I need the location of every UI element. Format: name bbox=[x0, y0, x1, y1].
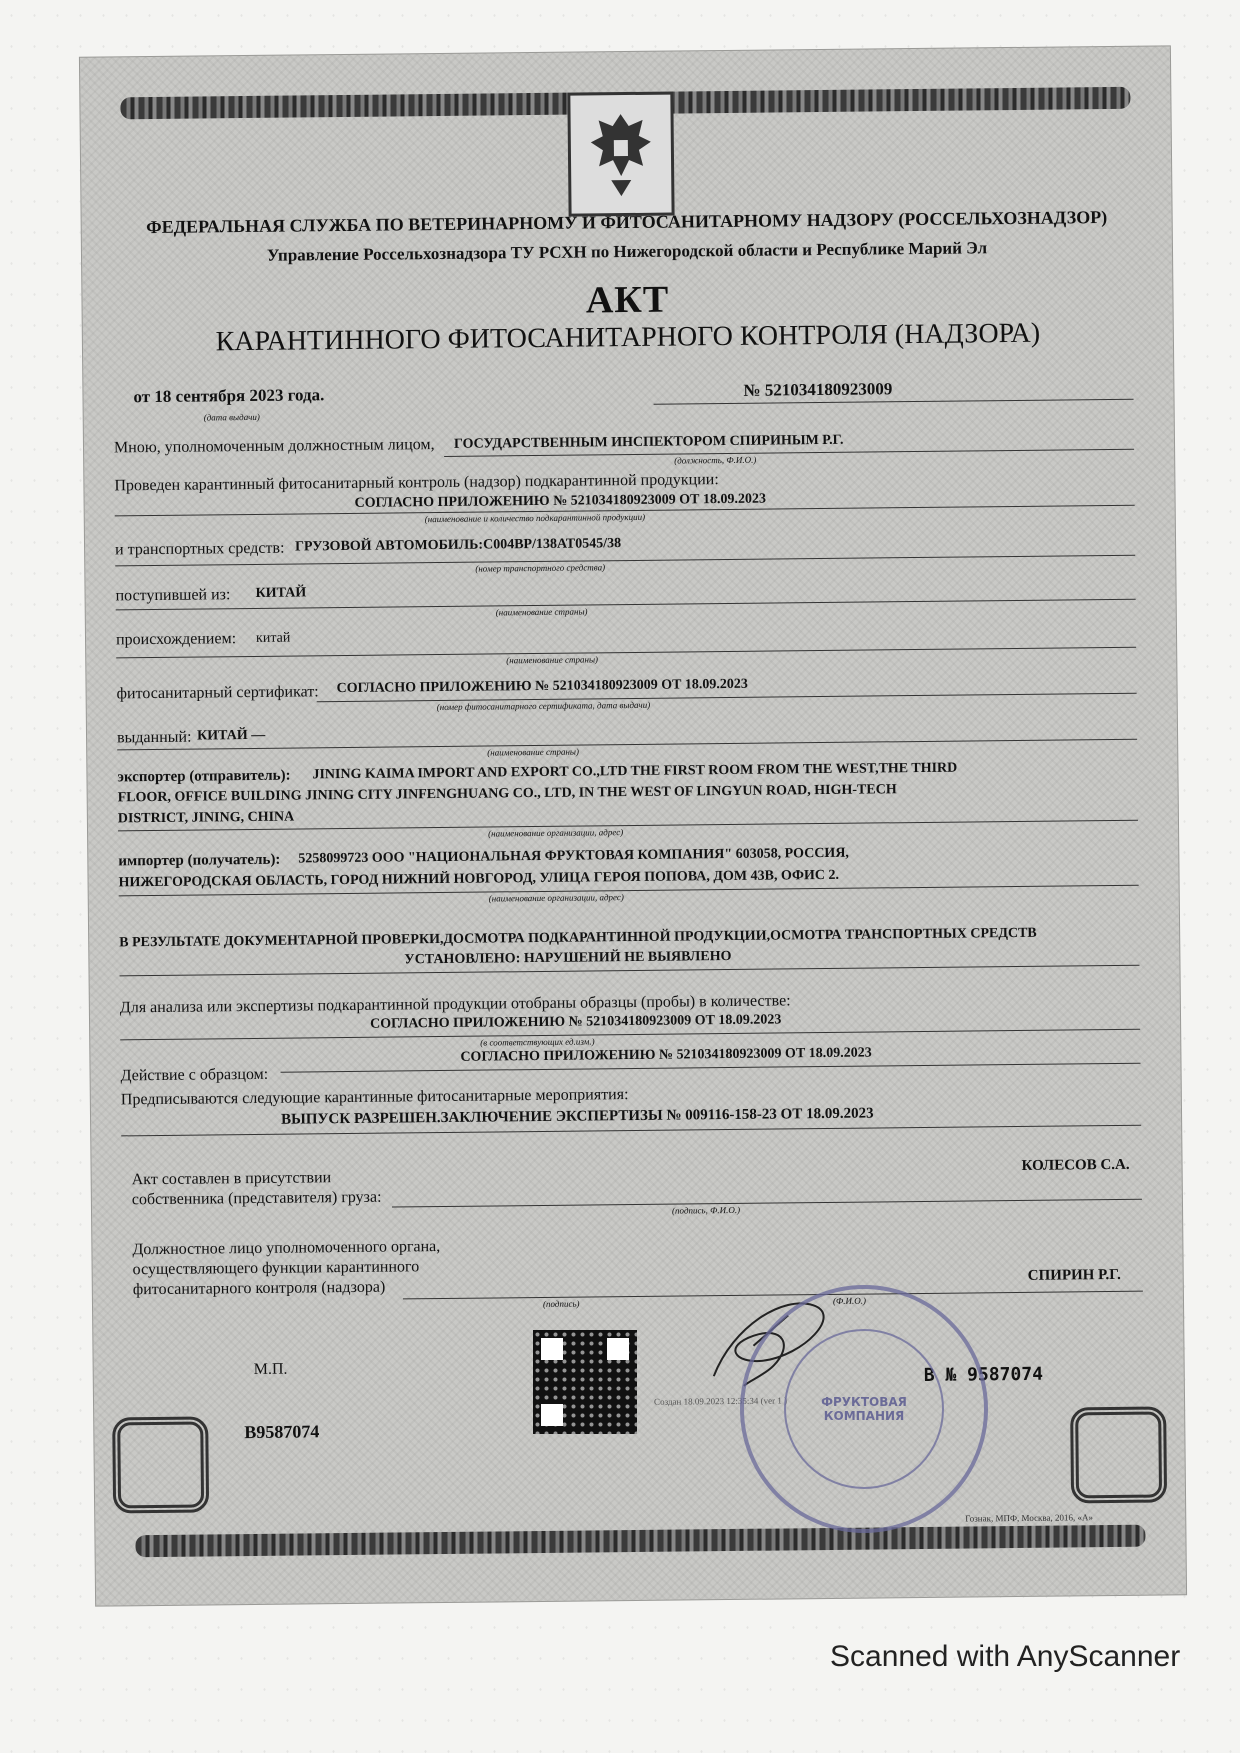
sample-action-underline bbox=[281, 1063, 1141, 1073]
from-hint: (наименование страны) bbox=[495, 606, 588, 618]
document-title: АКТ bbox=[585, 278, 670, 322]
exporter-line3: DISTRICT, JINING, CHINA bbox=[117, 809, 295, 827]
printer-line: Гознак, МПФ, Москва, 2016, «А» bbox=[965, 1512, 1094, 1524]
owner-name: КОЛЕСОВ С.А. bbox=[1021, 1156, 1130, 1174]
measures-label: Предписываются следующие карантинные фитосанитарные мероприятия: bbox=[120, 1086, 629, 1109]
coat-of-arms-icon bbox=[567, 92, 674, 217]
signature-hint: (подпись) bbox=[542, 1298, 580, 1309]
cert-value: СОГЛАСНО ПРИЛОЖЕНИЮ № 521034180923009 ОТ 18.09.2023 bbox=[336, 676, 748, 697]
sample-action-value: СОГЛАСНО ПРИЛОЖЕНИЮ № 521034180923009 ОТ 18.09.2023 bbox=[460, 1045, 872, 1065]
result-underline bbox=[120, 965, 1140, 977]
official-line2: осуществляющего функции карантинного bbox=[132, 1258, 420, 1279]
inspector-value: ГОСУДАРСТВЕННЫМ ИНСПЕКТОРОМ СПИРИНЫМ Р.Г. bbox=[453, 432, 844, 452]
origin-label: происхождением: bbox=[115, 630, 237, 649]
exporter-label: экспортер (отправитель): bbox=[117, 767, 291, 786]
origin-underline bbox=[116, 647, 1136, 659]
act-number: № 521034180923009 bbox=[743, 379, 893, 400]
serial-right: В № 9587074 bbox=[923, 1363, 1044, 1386]
importer-hint: (наименование организации, адрес) bbox=[488, 892, 624, 904]
from-value: КИТАЙ bbox=[255, 585, 307, 601]
act-date: от 18 сентября 2023 года. bbox=[133, 385, 325, 407]
control-label: Проведен карантинный фитосанитарный контроль (надзор) подкарантинной продукции: bbox=[114, 471, 719, 495]
agency-name: ФЕДЕРАЛЬНАЯ СЛУЖБА ПО ВЕТЕРИНАРНОМУ И ФИТОСАНИТАРНОМУ НАДЗОРУ (РОССЕЛЬХОЗНАДЗОР) bbox=[146, 207, 1108, 238]
result-line2: УСТАНОВЛЕНО: НАРУШЕНИЙ НЕ ВЫЯВЛЕНО bbox=[404, 948, 732, 968]
mp-label: М.П. bbox=[253, 1360, 288, 1379]
stamp-text: ФРУКТОВАЯ КОМПАНИЯ bbox=[784, 1329, 944, 1489]
official-name: СПИРИН Р.Г. bbox=[1027, 1266, 1121, 1284]
qr-code-icon bbox=[533, 1330, 637, 1434]
origin-hint: (наименование страны) bbox=[506, 654, 599, 666]
fio-hint: (Ф.И.О.) bbox=[832, 1295, 867, 1306]
samples-label: Для анализа или экспертизы подкарантинной продукции отобраны образцы (пробы) в количестве: bbox=[119, 992, 791, 1017]
samples-underline bbox=[120, 1029, 1140, 1041]
from-label: поступившей из: bbox=[115, 586, 231, 605]
serial-left: В9587074 bbox=[244, 1421, 320, 1443]
number-underline bbox=[654, 399, 1134, 405]
presence-line2: собственника (представителя) груза: bbox=[131, 1188, 382, 1209]
presence-line1: Акт составлен в присутствии bbox=[131, 1169, 332, 1189]
inspector-hint: (должность, Ф.И.О.) bbox=[674, 454, 757, 466]
samples-hint: (в соответствующих ед.изм.) bbox=[480, 1036, 595, 1048]
exporter-line1: JINING KAIMA IMPORT AND EXPORT CO.,LTD THE FIRST ROOM FROM THE WEST,THE THIRD bbox=[312, 760, 958, 783]
transport-hint: (номер транспортного средства) bbox=[475, 562, 606, 574]
issued-value: КИТАЙ — bbox=[196, 727, 266, 744]
importer-line1: 5258099723 ООО "НАЦИОНАЛЬНАЯ ФРУКТОВАЯ КОМПАНИЯ" 603058, РОССИЯ, bbox=[298, 845, 849, 867]
origin-value: китай bbox=[255, 630, 291, 646]
issued-label: выданный: bbox=[116, 728, 192, 747]
cert-label: фитосанитарный сертификат: bbox=[116, 683, 319, 703]
samples-value: СОГЛАСНО ПРИЛОЖЕНИЮ № 521034180923009 ОТ 18.09.2023 bbox=[369, 1012, 782, 1032]
scanner-watermark: Scanned with AnyScanner bbox=[830, 1640, 1181, 1673]
ornament-corner-right bbox=[1070, 1406, 1167, 1503]
issued-underline bbox=[117, 739, 1137, 751]
measures-value: ВЫПУСК РАЗРЕШЕН.ЗАКЛЮЧЕНИЕ ЭКСПЕРТИЗЫ № 009116-158-23 ОТ 18.09.2023 bbox=[280, 1105, 874, 1128]
ornament-corner-left bbox=[112, 1416, 209, 1513]
exporter-line2: FLOOR, OFFICE BUILDING JINING CITY JINFENGHUANG CO., LTD, IN THE WEST OF LINGYUN ROAD, HIGH-TECH bbox=[117, 782, 897, 806]
exporter-hint: (наименование организации, адрес) bbox=[488, 827, 624, 839]
department-name: Управление Россельхознадзора ТУ РСХН по Нижегородской области и Республике Марий Эл bbox=[266, 238, 988, 265]
print-line: Создан 18.09.2023 12:35:34 (ver 1 ) bbox=[653, 1395, 788, 1407]
transport-value: ГРУЗОВОЙ АВТОМОБИЛЬ:С004ВР/138АТ0545/38 bbox=[294, 536, 622, 555]
official-line3: фитосанитарного контроля (надзора) bbox=[132, 1278, 386, 1299]
round-stamp bbox=[740, 1285, 988, 1533]
issued-hint: (наименование страны) bbox=[487, 746, 580, 758]
sample-action-label: Действие с образцом: bbox=[120, 1065, 269, 1085]
measures-underline bbox=[121, 1125, 1141, 1137]
owner-hint: (подпись, Ф.И.О.) bbox=[671, 1204, 741, 1216]
ornament-border-bottom bbox=[135, 1525, 1145, 1558]
importer-line2: НИЖЕГОРОДСКАЯ ОБЛАСТЬ, ГОРОД НИЖНИЙ НОВГОРОД, УЛИЦА ГЕРОЯ ПОПОВА, ДОМ 43В, ОФИС 2. bbox=[118, 867, 840, 891]
owner-underline bbox=[392, 1199, 1142, 1208]
act-date-hint: (дата выдачи) bbox=[203, 411, 260, 423]
cert-hint: (номер фитосанитарного сертификата, дата выдачи) bbox=[436, 699, 651, 713]
document-subtitle: КАРАНТИННОГО ФИТОСАНИТАРНОГО КОНТРОЛЯ (НАДЗОРА) bbox=[215, 317, 1041, 358]
importer-label: импортер (получатель): bbox=[118, 851, 281, 870]
control-hint: (наименование и количество подкарантинной продукции) bbox=[424, 511, 646, 525]
transport-label: и транспортных средств: bbox=[114, 539, 285, 559]
control-value: СОГЛАСНО ПРИЛОЖЕНИЮ № 521034180923009 ОТ 18.09.2023 bbox=[354, 491, 767, 511]
inspector-label: Мною, уполномоченным должностным лицом, bbox=[113, 436, 435, 457]
result-line1: В РЕЗУЛЬТАТЕ ДОКУМЕНТАРНОЙ ПРОВЕРКИ,ДОСМОТРА ПОДКАРАНТИННОЙ ПРОДУКЦИИ,ОСМОТРА ТРАНСПОРТНЫХ СРЕДСТВ bbox=[119, 925, 1037, 951]
official-line1: Должностное лицо уполномоченного органа, bbox=[132, 1238, 441, 1259]
